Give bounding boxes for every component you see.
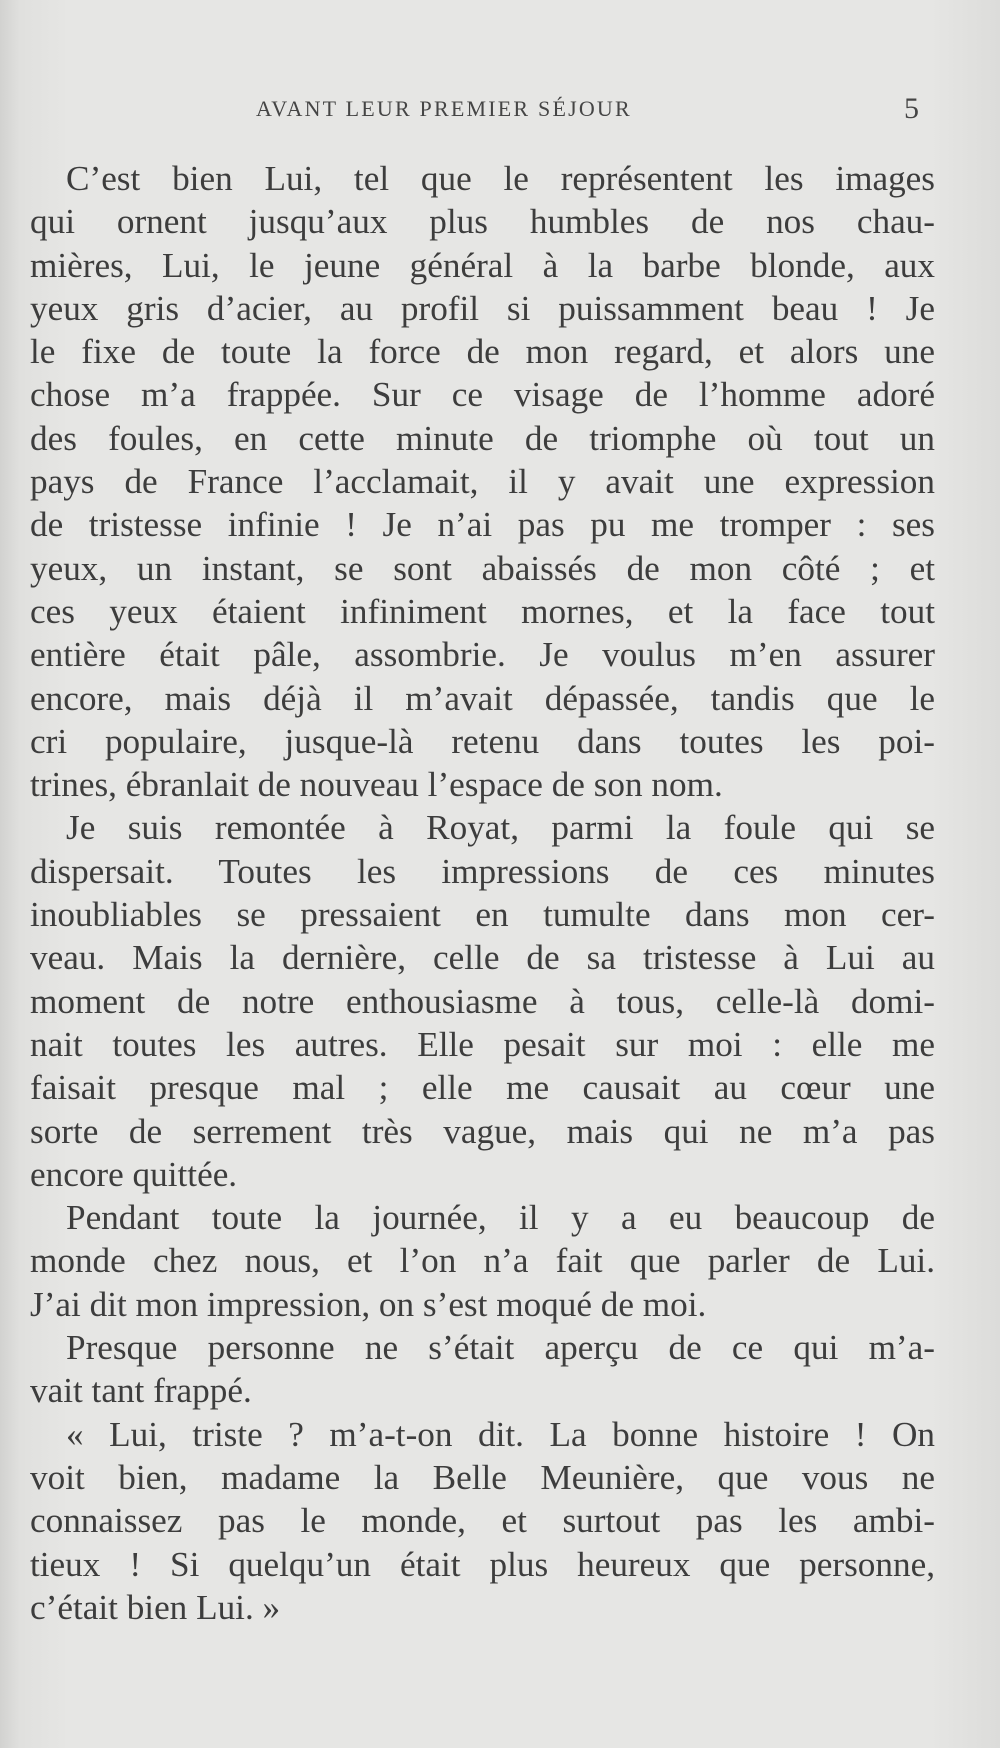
text-line: trines, ébranlait de nouveau l’espace de son nom. [30,765,723,805]
text-line: encore, mais déjà il m’avait dépassée, tandis que le [30,678,935,718]
text-line: veau. Mais la dernière, celle de sa tristesse à Lui au [30,938,935,978]
text-line: vait tant frappé. [30,1371,252,1411]
text-line: entière était pâle, assombrie. Je voulus m’en assurer [30,635,935,675]
text-line: « Lui, triste ? m’a-t-on dit. La bonne histoire ! On [66,1414,935,1454]
text-line: dispersait. Toutes les impressions de ces minutes [30,851,935,891]
running-title: AVANT LEUR PREMIER SÉJOUR [256,96,632,121]
text-line: yeux, un instant, se sont abaissés de mon côté ; et [30,548,935,588]
text-line: chose m’a frappée. Sur ce visage de l’homme adoré [30,375,935,415]
text-line: Pendant toute la journée, il y a eu beaucoup de [66,1198,935,1238]
text-line: C’est bien Lui, tel que le représentent les images [66,159,935,198]
text-line: voit bien, madame la Belle Meunière, que vous ne [30,1457,935,1497]
text-line: connaissez pas le monde, et surtout pas les ambi- [30,1501,935,1541]
text-line: mières, Lui, le jeune général à la barbe blonde, aux [30,245,935,285]
text-line: ces yeux étaient infiniment mornes, et la face tout [30,591,935,631]
page-number: 5 [904,92,919,125]
text-line: Presque personne ne s’était aperçu de ce qui m’a- [66,1328,935,1368]
text-line: encore quittée. [30,1154,238,1194]
text-line: faisait presque mal ; elle me causait au cœur une [30,1068,935,1108]
text-line: de tristesse infinie ! Je n’ai pas pu me tromper : ses [30,505,935,545]
text-line: J’ai dit mon impression, on s’est moqué de moi. [30,1284,707,1324]
body-text [30,157,935,1629]
text-line: le fixe de toute la force de mon regard, et alors une [30,332,935,372]
text-line: c’était bien Lui. » [30,1587,281,1627]
text-line: monde chez nous, et l’on n’a fait que parler de Lui. [30,1241,935,1281]
text-line: nait toutes les autres. Elle pesait sur moi : elle me [30,1024,935,1064]
text-line: tieux ! Si quelqu’un était plus heureux que personne, [30,1544,935,1584]
text-line: moment de notre enthousiasme à tous, celle-là domi- [30,981,935,1021]
text-line: qui ornent jusqu’aux plus humbles de nos chau- [30,202,935,242]
page-header [0,92,1000,132]
text-line: des foules, en cette minute de triomphe où tout un [30,418,935,458]
text-line: Je suis remontée à Royat, parmi la foule qui se [66,808,935,848]
text-line: yeux gris d’acier, au profil si puissamment beau ! Je [30,288,935,328]
text-line: cri populaire, jusque-là retenu dans toutes les poi- [30,721,935,761]
text-line: inoubliables se pressaient en tumulte dans mon cer- [30,895,935,935]
text-line: pays de France l’acclamait, il y avait une expression [30,462,935,502]
text-line: sorte de serrement très vague, mais qui ne m’a pas [30,1111,935,1151]
